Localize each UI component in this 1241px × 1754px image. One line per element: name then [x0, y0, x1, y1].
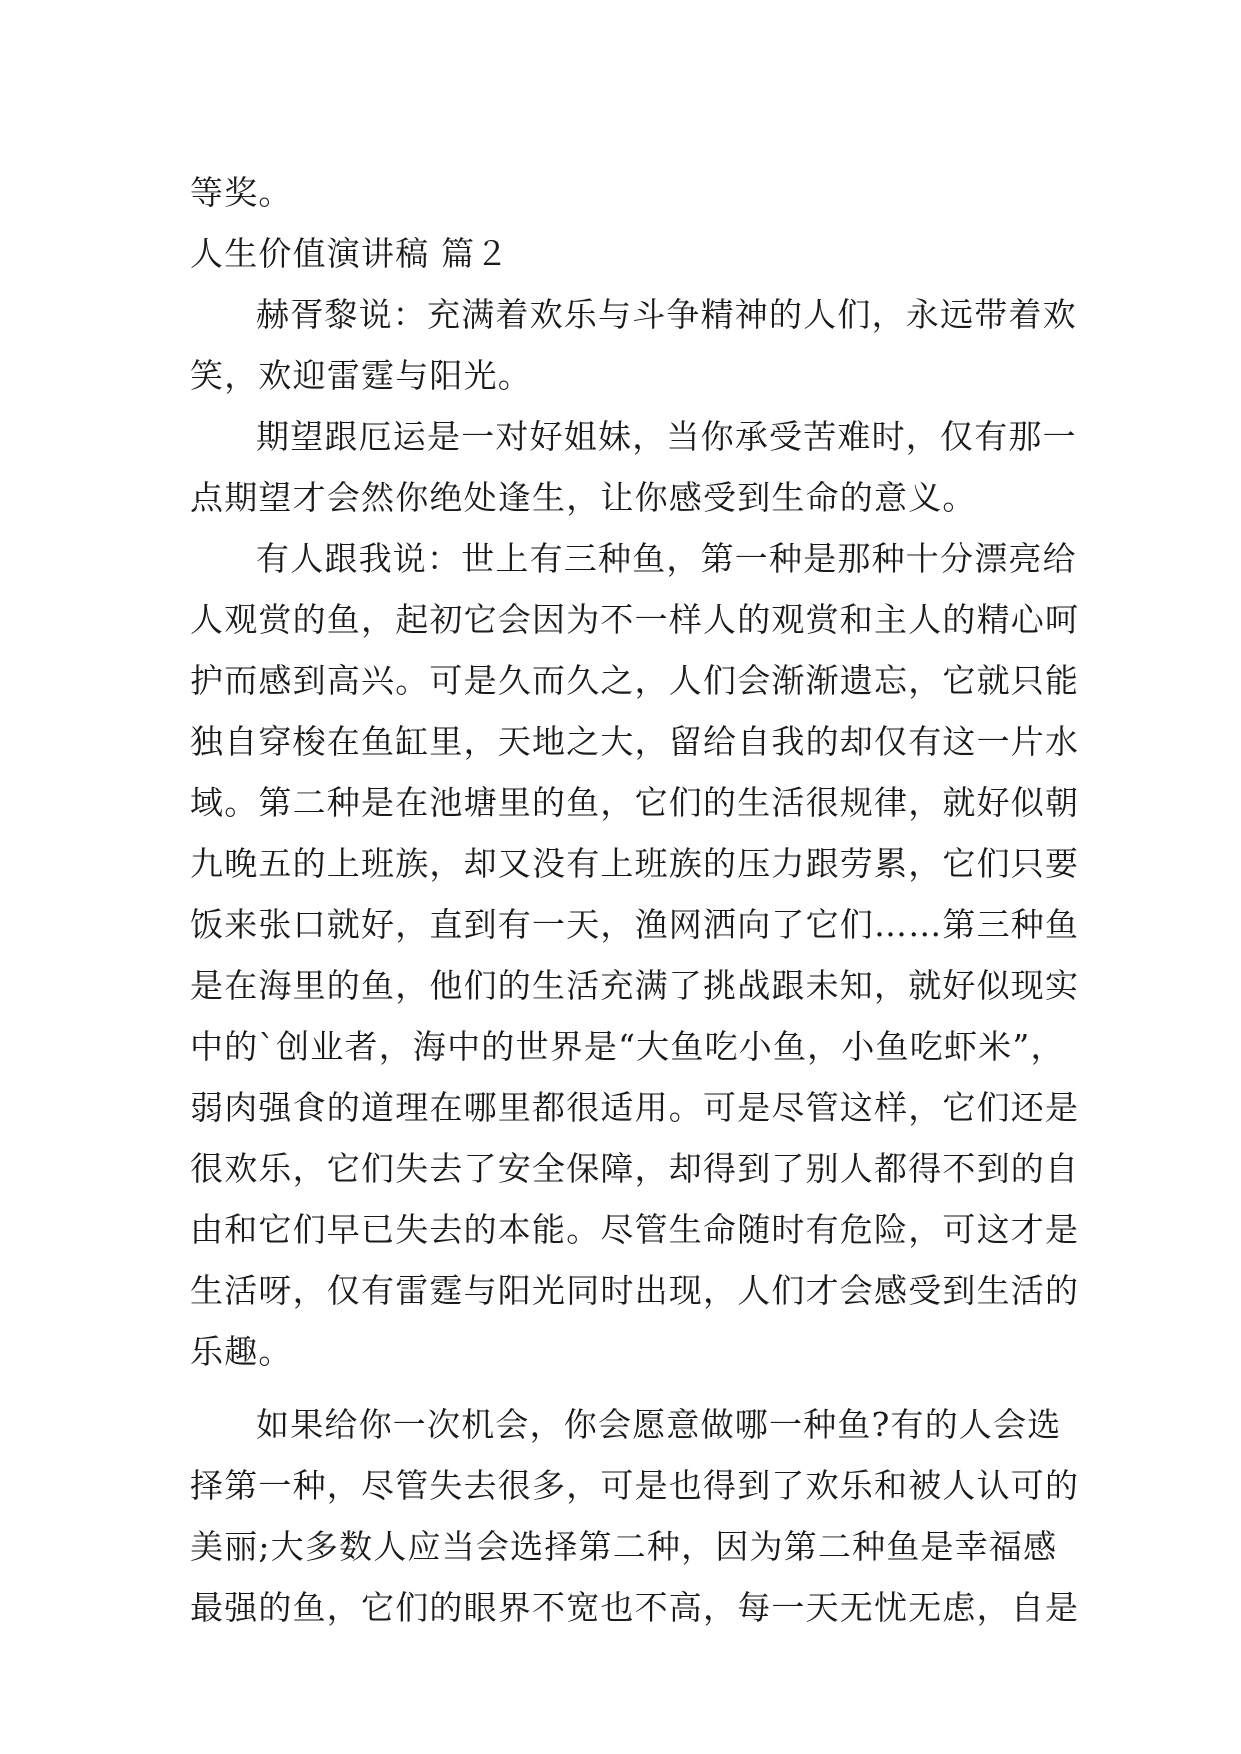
paragraph-line: 如果给你一次机会，你会愿意做哪一种鱼?有的人会选 — [256, 1405, 1062, 1444]
paragraph-line: 护而感到高兴。可是久而久之，人们会渐渐遗忘，它就只能 — [190, 661, 1080, 700]
text-line-award: 等奖。 — [190, 173, 293, 212]
paragraph-three-fish — [190, 528, 1080, 1382]
paragraph-line: 笑，欢迎雷霆与阳光。 — [190, 356, 532, 395]
paragraph-hope — [190, 406, 1077, 528]
paragraph-line: 点期望才会然你绝处逢生，让你感受到生命的意义。 — [190, 478, 977, 517]
paragraph-line: 有人跟我说：世上有三种鱼，第一种是那种十分漂亮给 — [256, 539, 1077, 578]
paragraph-line: 九晚五的上班族，却又没有上班族的压力跟劳累，它们只要 — [190, 844, 1080, 883]
paragraph-line: 是在海里的鱼，他们的生活充满了挑战跟未知，就好似现实 — [190, 966, 1080, 1005]
paragraph-line: 人观赏的鱼，起初它会因为不一样人的观赏和主人的精心呵 — [190, 600, 1080, 639]
paragraph-line: 弱肉强食的道理在哪里都很适用。可是尽管这样，它们还是 — [190, 1088, 1080, 1127]
paragraph-line: 乐趣。 — [190, 1332, 293, 1371]
paragraph-choice — [190, 1394, 1080, 1638]
document-body — [190, 162, 1080, 1638]
section-heading: 人生价值演讲稿 篇２ — [190, 234, 510, 273]
paragraph-line: 很欢乐，它们失去了安全保障，却得到了别人都得不到的自 — [190, 1149, 1080, 1188]
paragraph-line: 期望跟厄运是一对好姐妹，当你承受苦难时，仅有那一 — [256, 417, 1077, 456]
paragraph-line: 最强的鱼，它们的眼界不宽也不高，每一天无忧无虑，自是 — [190, 1588, 1080, 1627]
paragraph-spacer — [190, 1382, 1050, 1394]
paragraph-line: 赫胥黎说：充满着欢乐与斗争精神的人们，永远带着欢 — [256, 295, 1077, 334]
paragraph-line: 域。第二种是在池塘里的鱼，它们的生活很规律，就好似朝 — [190, 783, 1080, 822]
paragraph-line: 饭来张口就好，直到有一天，渔网洒向了它们……第三种鱼 — [190, 905, 1080, 944]
paragraph-line: 独自穿梭在鱼缸里，天地之大，留给自我的却仅有这一片水 — [190, 722, 1080, 761]
paragraph-line: 美丽;大多数人应当会选择第二种，因为第二种鱼是幸福感 — [190, 1527, 1058, 1566]
paragraph-line: 中的`创业者，海中的世界是“大鱼吃小鱼，小鱼吃虾米”， — [190, 1027, 1065, 1066]
paragraph-line: 择第一种，尽管失去很多，可是也得到了欢乐和被人认可的 — [190, 1466, 1080, 1505]
paragraph-line: 生活呀，仅有雷霆与阳光同时出现，人们才会感受到生活的 — [190, 1271, 1080, 1310]
paragraph-line: 由和它们早已失去的本能。尽管生命随时有危险，可这才是 — [190, 1210, 1080, 1249]
paragraph-huxley-quote — [190, 284, 1077, 406]
